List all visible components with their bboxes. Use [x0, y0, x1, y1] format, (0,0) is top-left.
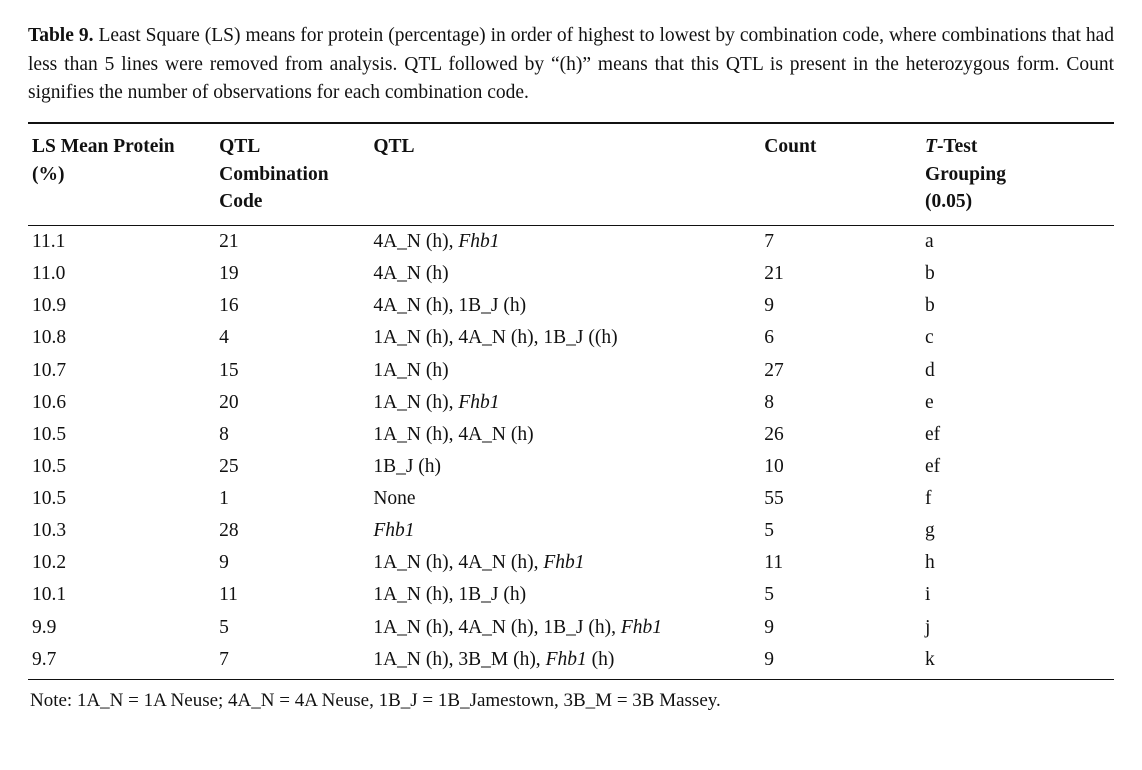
column-header-t-test-grouping — [925, 123, 1114, 226]
table-row — [28, 226, 1114, 259]
cell-count: 8 — [764, 391, 775, 413]
qtl-plain: None — [373, 488, 416, 510]
header-line-1: Count — [764, 135, 817, 157]
cell-grouping: b — [925, 263, 935, 285]
table-row — [28, 419, 1114, 451]
cell-ls-mean: 10.5 — [32, 423, 67, 445]
qtl-plain: 1A_N (h), 4A_N (h) — [373, 423, 534, 445]
cell-count: 9 — [764, 616, 775, 638]
cell-qtl — [373, 322, 764, 354]
cell-combination-code: 7 — [219, 644, 373, 680]
cell-count: 7 — [764, 231, 775, 253]
cell-count: 55 — [764, 488, 784, 510]
column-header-qtl — [373, 123, 764, 226]
cell-grouping: ef — [925, 455, 941, 477]
header-row — [28, 123, 1114, 226]
cell-qtl — [373, 258, 764, 290]
cell-grouping: ef — [925, 423, 941, 445]
qtl-plain: 1A_N (h) — [373, 359, 449, 381]
cell-combination-code: 8 — [219, 423, 229, 445]
caption-text: Least Square (LS) means for protein (percentage) in order of highest to lowest by combination code, where combinations that had less than 5 lines were removed from analysis. QTL followed by “(h)” means that this QTL is present in the heterozygous form. Count signifies the number of observations for each combination code. — [28, 25, 1114, 104]
cell-count: 21 — [764, 263, 784, 285]
header-italic-t: T — [925, 135, 937, 157]
header-line-1-rest: -Test — [936, 135, 978, 157]
cell-grouping: f — [925, 488, 932, 510]
column-header-qtl-combination-code — [219, 123, 373, 226]
qtl-plain: 4A_N (h) — [373, 263, 449, 285]
qtl-italic: Fhb1 — [620, 616, 663, 638]
cell-combination-code: 5 — [219, 616, 229, 638]
cell-grouping: c — [925, 327, 934, 349]
qtl-plain: 4A_N (h), — [373, 231, 459, 253]
cell-ls-mean: 9.7 — [28, 644, 219, 680]
cell-ls-mean: 10.7 — [32, 359, 67, 381]
cell-count: 5 — [764, 520, 775, 542]
cell-ls-mean: 10.5 — [32, 455, 67, 477]
header-line-1: QTL — [219, 135, 261, 157]
cell-qtl — [373, 612, 764, 644]
cell-qtl — [373, 226, 764, 259]
cell-combination-code: 20 — [219, 391, 239, 413]
table-row — [28, 612, 1114, 644]
qtl-italic: Fhb1 — [458, 391, 500, 413]
header-line-3: Code — [219, 191, 263, 213]
cell-count: 9 — [764, 644, 925, 680]
cell-qtl — [373, 387, 764, 419]
header-line-3: (0.05) — [925, 191, 973, 213]
cell-count: 11 — [764, 552, 784, 574]
qtl-plain: 1A_N (h), 4A_N (h), 1B_J (h), — [373, 616, 621, 638]
cell-qtl — [373, 355, 764, 387]
qtl-plain: 1A_N (h), 1B_J (h) — [373, 584, 527, 606]
cell-combination-code: 16 — [219, 295, 239, 317]
qtl-plain: 1A_N (h), 4A_N (h), 1B_J ((h) — [373, 327, 618, 349]
table-row — [28, 290, 1114, 322]
header-line-1: LS Mean Protein — [32, 135, 175, 157]
cell-combination-code: 21 — [219, 231, 239, 253]
table-row — [28, 515, 1114, 547]
qtl-italic: Fhb1 — [545, 648, 587, 670]
cell-ls-mean: 10.1 — [32, 584, 67, 606]
caption-label: Table 9. — [28, 25, 94, 46]
table-note: Note: 1A_N = 1A Neuse; 4A_N = 4A Neuse, 1B_J = 1B_Jamestown, 3B_M = 3B Massey. — [30, 689, 721, 711]
cell-qtl — [373, 451, 764, 483]
cell-combination-code: 28 — [219, 520, 239, 542]
qtl-plain: 1A_N (h), — [373, 391, 459, 413]
cell-combination-code: 11 — [219, 584, 238, 606]
qtl-tail: (h) — [586, 648, 615, 670]
cell-ls-mean: 9.9 — [32, 616, 57, 638]
header-line-2: (%) — [32, 163, 65, 185]
table-row — [28, 387, 1114, 419]
column-header-count — [764, 123, 925, 226]
cell-count: 9 — [764, 295, 775, 317]
cell-ls-mean: 11.0 — [32, 263, 66, 285]
cell-qtl — [373, 644, 764, 680]
qtl-plain: 4A_N (h), 1B_J (h) — [373, 295, 527, 317]
cell-ls-mean: 10.9 — [32, 295, 67, 317]
table-row — [28, 451, 1114, 483]
cell-grouping: i — [925, 584, 931, 606]
cell-grouping: j — [925, 616, 931, 638]
cell-qtl — [373, 547, 764, 579]
cell-combination-code: 15 — [219, 359, 239, 381]
cell-combination-code: 9 — [219, 552, 229, 574]
cell-combination-code: 1 — [219, 488, 229, 510]
header-line-2: Grouping — [925, 163, 1006, 185]
table-row — [28, 355, 1114, 387]
cell-qtl — [373, 483, 764, 515]
cell-combination-code: 19 — [219, 263, 239, 285]
cell-combination-code: 4 — [219, 327, 229, 349]
table-body — [28, 226, 1114, 680]
cell-grouping: g — [925, 520, 935, 542]
cell-qtl — [373, 419, 764, 451]
table-row — [28, 483, 1114, 515]
table-row — [28, 579, 1114, 611]
cell-count: 5 — [764, 584, 775, 606]
table-row — [28, 322, 1114, 354]
cell-qtl — [373, 515, 764, 547]
cell-grouping: d — [925, 359, 935, 381]
cell-qtl — [373, 290, 764, 322]
cell-count: 26 — [764, 423, 784, 445]
cell-count: 27 — [764, 359, 784, 381]
table-row — [28, 644, 1114, 680]
qtl-plain: 1A_N (h), 4A_N (h), — [373, 552, 544, 574]
column-header-ls-mean-protein — [28, 123, 219, 226]
cell-grouping: e — [925, 391, 934, 413]
cell-ls-mean: 10.6 — [32, 391, 67, 413]
qtl-means-table — [28, 122, 1114, 680]
qtl-plain: 1B_J (h) — [373, 455, 442, 477]
cell-grouping: k — [925, 644, 1114, 680]
table-row — [28, 547, 1114, 579]
qtl-italic: Fhb1 — [543, 552, 585, 574]
cell-qtl — [373, 579, 764, 611]
cell-ls-mean: 10.2 — [32, 552, 67, 574]
header-line-2: Combination — [219, 163, 329, 185]
cell-ls-mean: 10.5 — [32, 488, 67, 510]
cell-combination-code: 25 — [219, 455, 239, 477]
qtl-plain: 1A_N (h), 3B_M (h), — [373, 648, 546, 670]
qtl-italic: Fhb1 — [373, 520, 415, 542]
header-line-1: QTL — [373, 135, 415, 157]
cell-ls-mean: 10.3 — [32, 520, 67, 542]
cell-grouping: b — [925, 295, 935, 317]
cell-grouping: h — [925, 552, 935, 574]
table-header — [28, 123, 1114, 226]
cell-grouping: a — [925, 231, 934, 253]
table-caption — [28, 22, 1114, 108]
qtl-italic: Fhb1 — [458, 231, 500, 253]
cell-count: 6 — [764, 327, 775, 349]
table-row — [28, 258, 1114, 290]
cell-count: 10 — [764, 455, 784, 477]
cell-ls-mean: 10.8 — [32, 327, 67, 349]
cell-ls-mean: 11.1 — [32, 231, 66, 253]
